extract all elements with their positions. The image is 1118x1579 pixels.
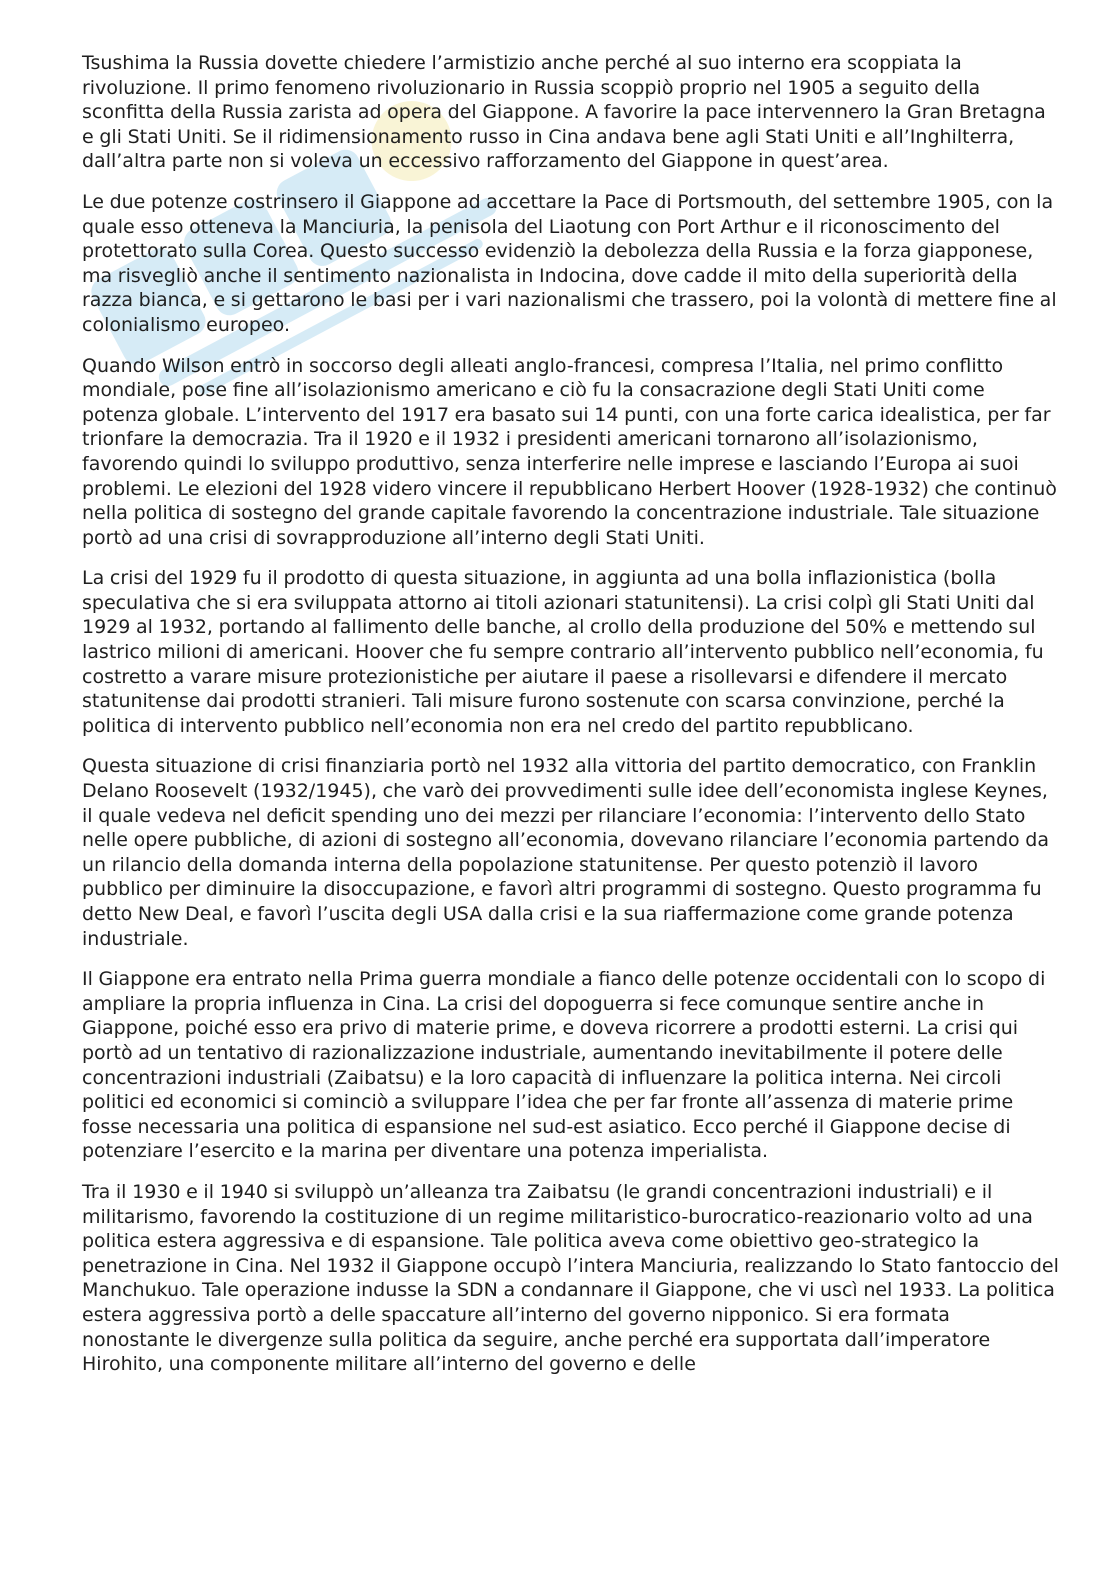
paragraph: Le due potenze costrinsero il Giappone ad accettare la Pace di Portsmouth, del settembre 1905, con la quale esso otteneva la Manciuria, la penisola del Liaotung con Port Arthur e il riconoscimento del protettorato sulla Corea. Questo successo evidenziò la debolezza della Russia e la forza giapponese, ma risvegliò anche il sentimento nazionalista in Indocina, dove cadde il mito della superiorità della razza bianca, e si gettarono le basi per i vari nazionalismi che trassero, poi la volontà di mettere fine al colonialismo europeo. (82, 190, 1057, 336)
paragraph: Questa situazione di crisi finanziaria portò nel 1932 alla vittoria del partito democratico, con Franklin Delano Roosevelt (1932/1945), che varò dei provvedimenti sulle idee dell’economista inglese Keynes, il quale vedeva nel deficit spending uno dei mezzi per rilanciare l’economia: l’intervento dello Stato nelle opere pubbliche, di azioni di sostegno all’economia, dovevano rilanciare l’economia partendo da un rilancio della domanda interna della popolazione statunitense. Per questo potenziò il lavoro pubblico per diminuire la disoccupazione, e favorì altri programmi di sostegno. Questo programma fu detto New Deal, e favorì l’uscita degli USA dalla crisi e la sua riaffermazione come grande potenza industriale. (82, 755, 1049, 950)
paragraph: La crisi del 1929 fu il prodotto di questa situazione, in aggiunta ad una bolla inflazionistica (bolla speculativa che si era sviluppata attorno ai titoli azionari statunitensi). La crisi colpì gli Stati Uniti dal 1929 al 1932, portando al fallimento delle banche, al crollo della produzione del 50% e mettendo sul lastrico milioni di americani. Hoover che fu sempre contrario all’intervento pubblico nell’economia, fu costretto a varare misure protezionistiche per aiutare il paese a risollevarsi e difendere il mercato statunitense dai prodotti stranieri. Tali misure furono sostenute con scarsa convinzione, perché la politica di intervento pubblico nell’economia non era nel credo del partito repubblicano. (82, 567, 1044, 737)
document-body (82, 51, 1062, 1393)
paragraph: Quando Wilson entrò in soccorso degli alleati anglo-francesi, compresa l’Italia, nel primo conflitto mondiale, pose fine all’isolazionismo americano e ciò fu la consacrazione degli Stati Uniti come potenza globale. L’intervento del 1917 era basato sui 14 punti, con una forte carica idealistica, per far trionfare la democrazia. Tra il 1920 e il 1932 i presidenti americani tornarono all’isolazionismo, favorendo quindi lo sviluppo produttivo, senza interferire nelle imprese e lasciando l’Europa ai suoi problemi. Le elezioni del 1928 videro vincere il repubblicano Herbert Hoover (1928-1932) che continuò nella politica di sostegno del grande capitale favorendo la concentrazione industriale. Tale situazione portò ad una crisi di sovrapproduzione all’interno degli Stati Uniti. (82, 354, 1057, 549)
paragraph: Tra il 1930 e il 1940 si sviluppò un’alleanza tra Zaibatsu (le grandi concentrazioni industriali) e il militarismo, favorendo la costituzione di un regime militaristico-burocratico-reazionario volto ad una politica estera aggressiva e di espansione. Tale politica aveva come obiettivo geo-strategico la penetrazione in Cina. Nel 1932 il Giappone occupò l’intera Manciuria, realizzando lo Stato fantoccio del Manchukuo. Tale operazione indusse la SDN a condannare il Giappone, che vi uscì nel 1933. La politica estera aggressiva portò a delle spaccature all’interno del governo nipponico. Si era formata nonostante le divergenze sulla politica da seguire, anche perché era supportata dall’imperatore Hirohito, una componente militare all’interno del governo e delle (82, 1180, 1059, 1376)
paragraph: Il Giappone era entrato nella Prima guerra mondiale a fianco delle potenze occidentali con lo scopo di ampliare la propria influenza in Cina. La crisi del dopoguerra si fece comunque sentire anche in Giappone, poiché esso era privo di materie prime, e doveva ricorrere a prodotti esterni. La crisi qui portò ad un tentativo di razionalizzazione industriale, aumentando inevitabilmente il potere delle concentrazioni industriali (Zaibatsu) e la loro capacità di influenzare la politica interna. Nei circoli politici ed economici si cominciò a sviluppare l’idea che per far fronte all’assenza di materie prime fosse necessaria una politica di espansione nel sud-est asiatico. Ecco perché il Giappone decise di potenziare l’esercito e la marina per diventare una potenza imperialista. (82, 968, 1046, 1163)
paragraph: Tsushima la Russia dovette chiedere l’armistizio anche perché al suo interno era scoppiata la rivoluzione. Il primo fenomeno rivoluzionario in Russia scoppiò proprio nel 1905 a seguito della sconfitta della Russia zarista ad opera del Giappone. A favorire la pace intervennero la Gran Bretagna e gli Stati Uniti. Se il ridimensionamento russo in Cina andava bene agli Stati Uniti e all’Inghilterra, dall’altra parte non si voleva un eccessivo rafforzamento del Giappone in quest’area. (82, 52, 1046, 173)
